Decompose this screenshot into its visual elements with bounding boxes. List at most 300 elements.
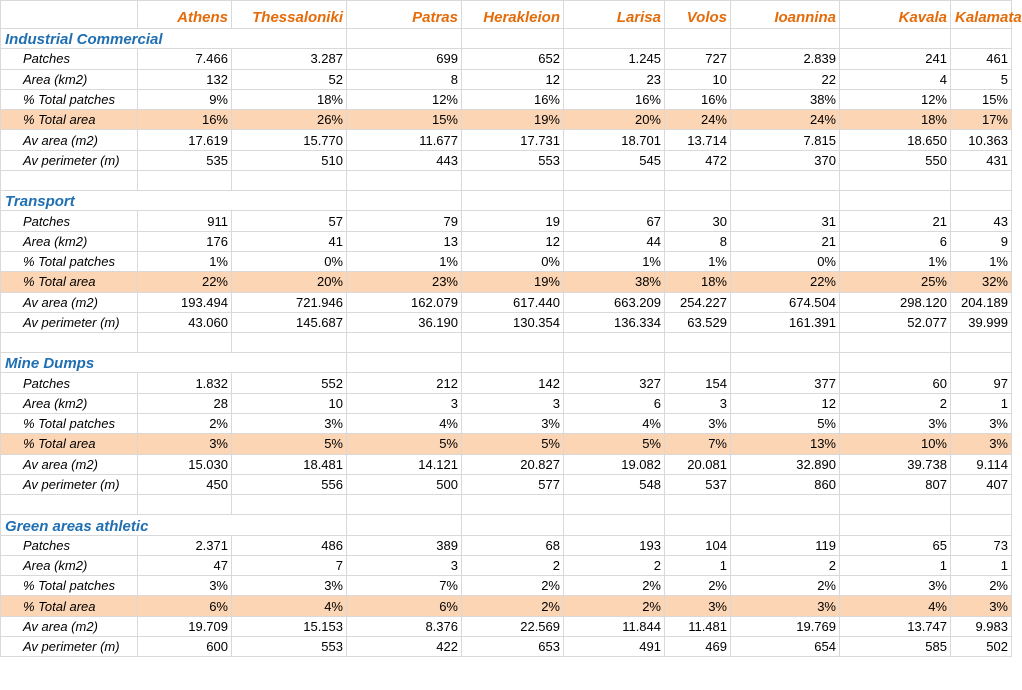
value-cell[interactable]: 26% [232,110,347,130]
value-cell[interactable]: 3% [232,414,347,434]
value-cell[interactable]: 44 [564,231,665,251]
value-cell[interactable]: 212 [347,373,462,393]
value-cell[interactable]: 8.376 [347,616,462,636]
value-cell[interactable]: 22% [138,272,232,292]
value-cell[interactable]: 1% [564,251,665,271]
value-cell[interactable]: 7 [232,555,347,575]
value-cell[interactable]: 10 [665,69,731,89]
value-cell[interactable]: 5% [462,434,564,454]
metric-label-cell[interactable]: Av perimeter (m) [1,474,138,494]
value-cell[interactable]: 5% [731,414,840,434]
value-cell[interactable]: 6 [564,393,665,413]
metric-label-cell[interactable]: % Total area [1,110,138,130]
value-cell[interactable]: 119 [731,535,840,555]
value-cell[interactable]: 39.999 [951,312,1012,332]
value-cell[interactable]: 472 [665,150,731,170]
value-cell[interactable]: 12 [731,393,840,413]
value-cell[interactable]: 9 [951,231,1012,251]
value-cell[interactable]: 407 [951,474,1012,494]
value-cell[interactable]: 60 [840,373,951,393]
value-cell[interactable]: 2% [951,576,1012,596]
metric-label-cell[interactable]: % Total area [1,434,138,454]
value-cell[interactable]: 17.619 [138,130,232,150]
value-cell[interactable]: 41 [232,231,347,251]
empty-cell[interactable] [951,515,1012,535]
metric-label-cell[interactable]: % Total patches [1,414,138,434]
value-cell[interactable]: 5% [232,434,347,454]
metric-label-cell[interactable]: % Total area [1,272,138,292]
value-cell[interactable]: 3% [951,434,1012,454]
value-cell[interactable]: 461 [951,49,1012,69]
empty-cell[interactable] [665,171,731,191]
value-cell[interactable]: 13.747 [840,616,951,636]
empty-cell[interactable] [564,333,665,353]
value-cell[interactable]: 22.569 [462,616,564,636]
value-cell[interactable]: 3.287 [232,49,347,69]
value-cell[interactable]: 2.371 [138,535,232,555]
value-cell[interactable]: 1 [665,555,731,575]
value-cell[interactable]: 13.714 [665,130,731,150]
value-cell[interactable]: 4% [347,414,462,434]
value-cell[interactable]: 553 [232,637,347,657]
metric-label-cell[interactable]: Patches [1,535,138,555]
value-cell[interactable]: 193.494 [138,292,232,312]
value-cell[interactable]: 0% [232,251,347,271]
value-cell[interactable]: 14.121 [347,454,462,474]
value-cell[interactable]: 176 [138,231,232,251]
value-cell[interactable]: 298.120 [840,292,951,312]
value-cell[interactable]: 1 [951,393,1012,413]
metric-label-cell[interactable]: Av area (m2) [1,454,138,474]
empty-cell[interactable] [564,171,665,191]
value-cell[interactable]: 136.334 [564,312,665,332]
value-cell[interactable]: 28 [138,393,232,413]
value-cell[interactable]: 510 [232,150,347,170]
value-cell[interactable]: 3 [347,555,462,575]
empty-cell[interactable] [347,29,462,49]
column-header-kalamata[interactable]: Kalamata [951,1,1012,29]
value-cell[interactable]: 2% [665,576,731,596]
value-cell[interactable]: 20% [232,272,347,292]
value-cell[interactable]: 73 [951,535,1012,555]
value-cell[interactable]: 469 [665,637,731,657]
metric-label-cell[interactable]: Patches [1,211,138,231]
value-cell[interactable]: 13 [347,231,462,251]
value-cell[interactable]: 13% [731,434,840,454]
value-cell[interactable]: 65 [840,535,951,555]
value-cell[interactable]: 20.827 [462,454,564,474]
value-cell[interactable]: 2% [462,596,564,616]
value-cell[interactable]: 30 [665,211,731,231]
value-cell[interactable]: 11.677 [347,130,462,150]
value-cell[interactable]: 1 [840,555,951,575]
value-cell[interactable]: 721.946 [232,292,347,312]
empty-cell[interactable] [840,495,951,515]
value-cell[interactable]: 450 [138,474,232,494]
value-cell[interactable]: 9.114 [951,454,1012,474]
value-cell[interactable]: 6% [138,596,232,616]
value-cell[interactable]: 3% [138,576,232,596]
empty-cell[interactable] [462,191,564,211]
empty-cell[interactable] [1,495,138,515]
value-cell[interactable]: 535 [138,150,232,170]
value-cell[interactable]: 11.481 [665,616,731,636]
empty-cell[interactable] [232,333,347,353]
value-cell[interactable]: 31 [731,211,840,231]
value-cell[interactable]: 18.650 [840,130,951,150]
value-cell[interactable]: 5% [347,434,462,454]
value-cell[interactable]: 7% [347,576,462,596]
value-cell[interactable]: 38% [731,89,840,109]
value-cell[interactable]: 21 [840,211,951,231]
empty-cell[interactable] [840,171,951,191]
empty-cell[interactable] [731,171,840,191]
value-cell[interactable]: 52.077 [840,312,951,332]
empty-cell[interactable] [347,495,462,515]
value-cell[interactable]: 19% [462,110,564,130]
value-cell[interactable]: 443 [347,150,462,170]
value-cell[interactable]: 5% [564,434,665,454]
value-cell[interactable]: 5 [951,69,1012,89]
empty-cell[interactable] [1,171,138,191]
value-cell[interactable]: 2.839 [731,49,840,69]
value-cell[interactable]: 15% [347,110,462,130]
value-cell[interactable]: 16% [138,110,232,130]
value-cell[interactable]: 12 [462,69,564,89]
value-cell[interactable]: 491 [564,637,665,657]
empty-cell[interactable] [564,29,665,49]
value-cell[interactable]: 654 [731,637,840,657]
metric-label-cell[interactable]: Patches [1,373,138,393]
value-cell[interactable]: 17.731 [462,130,564,150]
value-cell[interactable]: 3% [665,414,731,434]
metric-label-cell[interactable]: Av area (m2) [1,130,138,150]
value-cell[interactable]: 550 [840,150,951,170]
empty-cell[interactable] [951,333,1012,353]
value-cell[interactable]: 10 [232,393,347,413]
value-cell[interactable]: 38% [564,272,665,292]
value-cell[interactable]: 1% [951,251,1012,271]
empty-cell[interactable] [665,333,731,353]
metric-label-cell[interactable]: Area (km2) [1,69,138,89]
value-cell[interactable]: 2 [462,555,564,575]
value-cell[interactable]: 6 [840,231,951,251]
column-header-herakleion[interactable]: Herakleion [462,1,564,29]
value-cell[interactable]: 16% [564,89,665,109]
value-cell[interactable]: 2% [564,596,665,616]
value-cell[interactable]: 545 [564,150,665,170]
section-title[interactable]: Industrial Commercial [1,29,347,49]
value-cell[interactable]: 19.769 [731,616,840,636]
empty-cell[interactable] [731,515,840,535]
empty-cell[interactable] [138,333,232,353]
empty-cell[interactable] [347,515,462,535]
column-header-volos[interactable]: Volos [665,1,731,29]
value-cell[interactable]: 548 [564,474,665,494]
value-cell[interactable]: 1.245 [564,49,665,69]
value-cell[interactable]: 18.701 [564,130,665,150]
value-cell[interactable]: 204.189 [951,292,1012,312]
empty-cell[interactable] [232,171,347,191]
value-cell[interactable]: 2% [462,576,564,596]
value-cell[interactable]: 16% [665,89,731,109]
value-cell[interactable]: 2 [840,393,951,413]
value-cell[interactable]: 57 [232,211,347,231]
value-cell[interactable]: 4 [840,69,951,89]
value-cell[interactable]: 2% [564,576,665,596]
section-title[interactable]: Transport [1,191,347,211]
value-cell[interactable]: 12 [462,231,564,251]
empty-cell[interactable] [951,495,1012,515]
value-cell[interactable]: 10.363 [951,130,1012,150]
value-cell[interactable]: 0% [462,251,564,271]
value-cell[interactable]: 3% [731,596,840,616]
value-cell[interactable]: 3% [840,414,951,434]
value-cell[interactable]: 727 [665,49,731,69]
value-cell[interactable]: 19% [462,272,564,292]
value-cell[interactable]: 2% [731,576,840,596]
value-cell[interactable]: 6% [347,596,462,616]
metric-label-cell[interactable]: % Total patches [1,576,138,596]
empty-cell[interactable] [665,29,731,49]
value-cell[interactable]: 20.081 [665,454,731,474]
metric-label-cell[interactable]: % Total patches [1,251,138,271]
value-cell[interactable]: 4% [840,596,951,616]
value-cell[interactable]: 3% [951,414,1012,434]
value-cell[interactable]: 79 [347,211,462,231]
empty-cell[interactable] [731,333,840,353]
value-cell[interactable]: 193 [564,535,665,555]
value-cell[interactable]: 1 [951,555,1012,575]
metric-label-cell[interactable]: Area (km2) [1,231,138,251]
column-header-thessaloniki[interactable]: Thessaloniki [232,1,347,29]
value-cell[interactable]: 22 [731,69,840,89]
section-title[interactable]: Green areas athletic [1,515,347,535]
value-cell[interactable]: 161.391 [731,312,840,332]
value-cell[interactable]: 537 [665,474,731,494]
column-header-patras[interactable]: Patras [347,1,462,29]
value-cell[interactable]: 7.815 [731,130,840,150]
value-cell[interactable]: 23 [564,69,665,89]
value-cell[interactable]: 18% [840,110,951,130]
value-cell[interactable]: 97 [951,373,1012,393]
value-cell[interactable]: 17% [951,110,1012,130]
metric-label-cell[interactable]: Av perimeter (m) [1,312,138,332]
empty-cell[interactable] [347,191,462,211]
value-cell[interactable]: 10% [840,434,951,454]
empty-cell[interactable] [840,353,951,373]
value-cell[interactable]: 39.738 [840,454,951,474]
value-cell[interactable]: 7.466 [138,49,232,69]
value-cell[interactable]: 63.529 [665,312,731,332]
value-cell[interactable]: 9% [138,89,232,109]
empty-cell[interactable] [462,333,564,353]
value-cell[interactable]: 21 [731,231,840,251]
empty-cell[interactable] [462,495,564,515]
value-cell[interactable]: 25% [840,272,951,292]
value-cell[interactable]: 241 [840,49,951,69]
empty-cell[interactable] [951,191,1012,211]
empty-cell[interactable] [347,171,462,191]
value-cell[interactable]: 911 [138,211,232,231]
column-header-ioannina[interactable]: Ioannina [731,1,840,29]
value-cell[interactable]: 16% [462,89,564,109]
value-cell[interactable]: 9.983 [951,616,1012,636]
empty-cell[interactable] [731,191,840,211]
value-cell[interactable]: 67 [564,211,665,231]
value-cell[interactable]: 370 [731,150,840,170]
value-cell[interactable]: 4% [232,596,347,616]
value-cell[interactable]: 577 [462,474,564,494]
value-cell[interactable]: 2 [731,555,840,575]
empty-cell[interactable] [840,191,951,211]
empty-cell[interactable] [347,333,462,353]
value-cell[interactable]: 11.844 [564,616,665,636]
metric-label-cell[interactable]: % Total area [1,596,138,616]
empty-cell[interactable] [665,353,731,373]
empty-cell[interactable] [462,515,564,535]
value-cell[interactable]: 32.890 [731,454,840,474]
value-cell[interactable]: 8 [347,69,462,89]
value-cell[interactable]: 15.030 [138,454,232,474]
empty-cell[interactable] [462,171,564,191]
value-cell[interactable]: 3% [951,596,1012,616]
empty-cell[interactable] [665,515,731,535]
value-cell[interactable]: 18% [232,89,347,109]
value-cell[interactable]: 68 [462,535,564,555]
value-cell[interactable]: 43 [951,211,1012,231]
value-cell[interactable]: 24% [665,110,731,130]
value-cell[interactable]: 19.709 [138,616,232,636]
column-header-larisa[interactable]: Larisa [564,1,665,29]
value-cell[interactable]: 3% [840,576,951,596]
empty-cell[interactable] [138,495,232,515]
empty-cell[interactable] [138,171,232,191]
value-cell[interactable]: 36.190 [347,312,462,332]
value-cell[interactable]: 500 [347,474,462,494]
value-cell[interactable]: 254.227 [665,292,731,312]
empty-cell[interactable] [232,495,347,515]
value-cell[interactable]: 3% [138,434,232,454]
value-cell[interactable]: 556 [232,474,347,494]
corner-cell[interactable] [1,1,138,29]
empty-cell[interactable] [564,191,665,211]
empty-cell[interactable] [462,353,564,373]
metric-label-cell[interactable]: Area (km2) [1,393,138,413]
empty-cell[interactable] [951,29,1012,49]
value-cell[interactable]: 20% [564,110,665,130]
metric-label-cell[interactable]: Area (km2) [1,555,138,575]
value-cell[interactable]: 23% [347,272,462,292]
value-cell[interactable]: 19 [462,211,564,231]
value-cell[interactable]: 807 [840,474,951,494]
value-cell[interactable]: 552 [232,373,347,393]
value-cell[interactable]: 3% [665,596,731,616]
value-cell[interactable]: 12% [840,89,951,109]
value-cell[interactable]: 617.440 [462,292,564,312]
value-cell[interactable]: 1% [665,251,731,271]
value-cell[interactable]: 47 [138,555,232,575]
empty-cell[interactable] [731,495,840,515]
value-cell[interactable]: 130.354 [462,312,564,332]
empty-cell[interactable] [564,353,665,373]
value-cell[interactable]: 2 [564,555,665,575]
empty-cell[interactable] [665,191,731,211]
value-cell[interactable]: 2% [138,414,232,434]
empty-cell[interactable] [1,333,138,353]
empty-cell[interactable] [347,353,462,373]
value-cell[interactable]: 1% [138,251,232,271]
value-cell[interactable]: 0% [731,251,840,271]
value-cell[interactable]: 502 [951,637,1012,657]
metric-label-cell[interactable]: Av perimeter (m) [1,150,138,170]
empty-cell[interactable] [462,29,564,49]
value-cell[interactable]: 15% [951,89,1012,109]
value-cell[interactable]: 699 [347,49,462,69]
value-cell[interactable]: 7% [665,434,731,454]
value-cell[interactable]: 43.060 [138,312,232,332]
empty-cell[interactable] [564,515,665,535]
value-cell[interactable]: 132 [138,69,232,89]
value-cell[interactable]: 652 [462,49,564,69]
value-cell[interactable]: 389 [347,535,462,555]
value-cell[interactable]: 3 [665,393,731,413]
metric-label-cell[interactable]: Av perimeter (m) [1,637,138,657]
empty-cell[interactable] [840,29,951,49]
value-cell[interactable]: 1% [347,251,462,271]
value-cell[interactable]: 154 [665,373,731,393]
value-cell[interactable]: 3 [462,393,564,413]
section-title[interactable]: Mine Dumps [1,353,347,373]
value-cell[interactable]: 674.504 [731,292,840,312]
value-cell[interactable]: 600 [138,637,232,657]
value-cell[interactable]: 486 [232,535,347,555]
metric-label-cell[interactable]: % Total patches [1,89,138,109]
value-cell[interactable]: 327 [564,373,665,393]
empty-cell[interactable] [564,495,665,515]
value-cell[interactable]: 8 [665,231,731,251]
empty-cell[interactable] [840,333,951,353]
value-cell[interactable]: 585 [840,637,951,657]
value-cell[interactable]: 4% [564,414,665,434]
value-cell[interactable]: 3 [347,393,462,413]
column-header-athens[interactable]: Athens [138,1,232,29]
value-cell[interactable]: 15.770 [232,130,347,150]
value-cell[interactable]: 12% [347,89,462,109]
value-cell[interactable]: 653 [462,637,564,657]
empty-cell[interactable] [665,495,731,515]
empty-cell[interactable] [840,515,951,535]
value-cell[interactable]: 3% [462,414,564,434]
value-cell[interactable]: 52 [232,69,347,89]
value-cell[interactable]: 19.082 [564,454,665,474]
value-cell[interactable]: 18% [665,272,731,292]
value-cell[interactable]: 18.481 [232,454,347,474]
empty-cell[interactable] [731,353,840,373]
value-cell[interactable]: 142 [462,373,564,393]
value-cell[interactable]: 377 [731,373,840,393]
empty-cell[interactable] [951,353,1012,373]
metric-label-cell[interactable]: Patches [1,49,138,69]
value-cell[interactable]: 32% [951,272,1012,292]
value-cell[interactable]: 145.687 [232,312,347,332]
metric-label-cell[interactable]: Av area (m2) [1,616,138,636]
value-cell[interactable]: 104 [665,535,731,555]
metric-label-cell[interactable]: Av area (m2) [1,292,138,312]
empty-cell[interactable] [731,29,840,49]
value-cell[interactable]: 422 [347,637,462,657]
value-cell[interactable]: 663.209 [564,292,665,312]
